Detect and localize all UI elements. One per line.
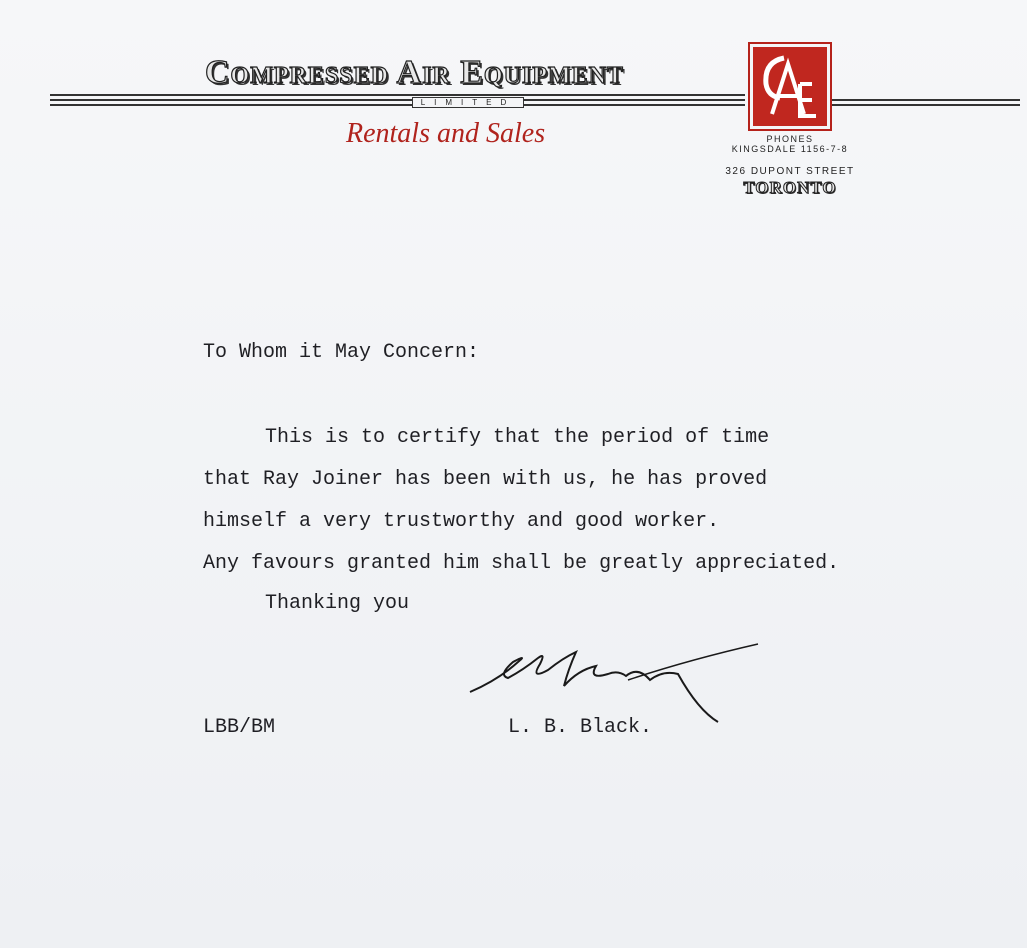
limited-label: LIMITED xyxy=(412,97,524,108)
body-line: This is to certify that the period of time xyxy=(265,426,770,449)
city: TORONTO xyxy=(743,178,837,197)
header-rule xyxy=(830,104,1020,106)
phones-block xyxy=(700,134,880,154)
phone-number: KINGSDALE 1156-7-8 xyxy=(731,144,849,154)
body-line: Any favours granted him shall be greatly appreciated. xyxy=(203,552,840,575)
street-address: 326 DUPONT STREET xyxy=(725,166,855,177)
header-rule xyxy=(50,99,745,101)
salutation: To Whom it May Concern: xyxy=(203,341,480,364)
company-name: Compressed Air Equipment xyxy=(205,54,624,91)
cae-logo xyxy=(748,42,832,131)
header-rule xyxy=(830,99,1020,101)
header-rule xyxy=(50,104,745,106)
slogan: Rentals and Sales xyxy=(346,118,546,149)
reference-initials: LBB/BM xyxy=(203,716,276,739)
signatory-name: L. B. Black. xyxy=(508,716,653,739)
closing: Thanking you xyxy=(265,592,410,615)
body-line: that Ray Joiner has been with us, he has proved xyxy=(203,468,768,491)
phones-label: PHONES xyxy=(766,134,814,144)
header-rule xyxy=(50,94,745,96)
body-line: himself a very trustworthy and good worker. xyxy=(203,510,720,533)
